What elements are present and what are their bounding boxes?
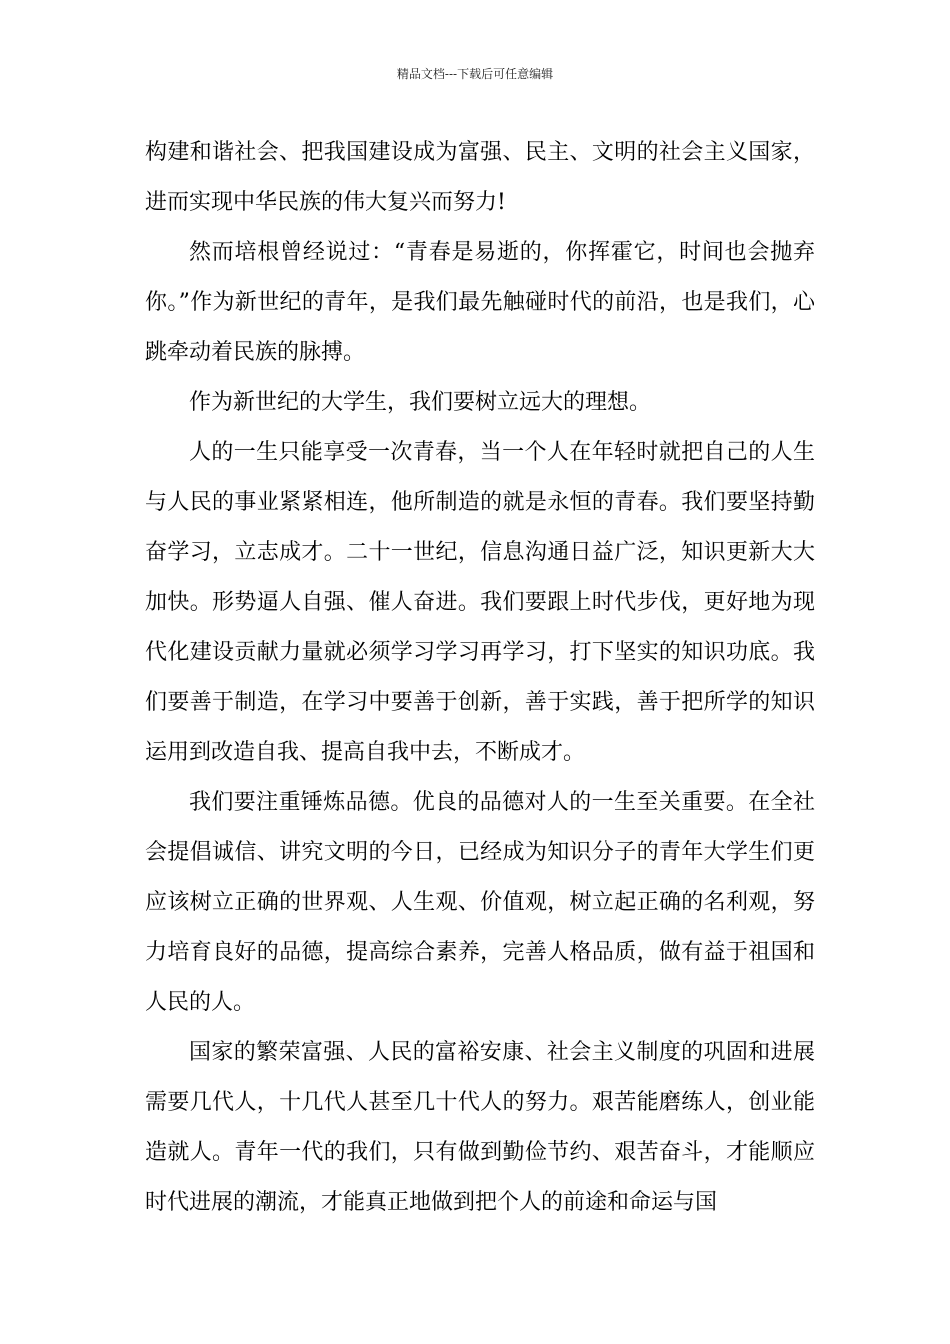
paragraph-3 bbox=[145, 378, 815, 428]
paragraph-4 bbox=[145, 428, 815, 778]
text-line: 构建和谐社会、把我国建设成为富强、民主、文明的社会主义国家， bbox=[145, 140, 815, 165]
text-line: 能顺应时代进展的潮流，才能真正地做到把个人的前途和命运与国 bbox=[145, 1140, 815, 1215]
paragraph-6 bbox=[145, 1028, 815, 1228]
paragraph-1 bbox=[145, 128, 815, 228]
text-line: 新大大加快。形势逼人自强、催人奋进。我们要跟上时代步伐，更 bbox=[145, 540, 815, 615]
text-line: 生与人民的事业紧紧相连，他所制造的就是永恒的青春。我们要坚 bbox=[145, 440, 815, 515]
paragraph-2 bbox=[145, 228, 815, 378]
text-line: 持勤奋学习，立志成才。二十一世纪，信息沟通日益广泛，知识更 bbox=[145, 490, 815, 565]
text-line: 人的一生只能享受一次青春，当一个人在年轻时就把自己的人 bbox=[189, 440, 793, 465]
text-line: 把所学的知识运用到改造自我、提高自我中去，不断成才。 bbox=[145, 690, 815, 765]
text-line: 展需要几代人，十几代人甚至几十代人的努力。艰苦能磨练人，创 bbox=[145, 1040, 815, 1115]
text-line: 们更应该树立正确的世界观、人生观、价值观，树立起正确的名利 bbox=[145, 840, 815, 915]
document-body bbox=[145, 128, 815, 1228]
text-line: 国家的繁荣富强、人民的富裕安康、社会主义制度的巩固和进 bbox=[189, 1040, 793, 1065]
text-line: 社会提倡诚信、讲究文明的今日，已经成为知识分子的青年大学生 bbox=[145, 790, 815, 865]
text-line: 于祖国和人民的人。 bbox=[145, 940, 815, 1015]
text-line: 作为新世纪的大学生，我们要树立远大的理想。 bbox=[189, 390, 652, 415]
text-line: 好地为现代化建设贡献力量就必须学习学习再学习，打下坚实的知 bbox=[145, 590, 815, 665]
text-line: 我们要注重锤炼品德。优良的品德对人的一生至关重要。在全 bbox=[189, 790, 793, 815]
text-line: 弃你。”作为新世纪的青年，是我们最先触碰时代的前沿，也是我 bbox=[145, 240, 815, 315]
text-line: 识功底。我们要善于制造，在学习中要善于创新，善于实践，善于 bbox=[145, 640, 815, 715]
text-line: 然而培根曾经说过：“青春是易逝的，你挥霍它，时间也会抛 bbox=[189, 240, 793, 265]
page-header: 精品文档---下载后可任意编辑 bbox=[396, 67, 554, 81]
paragraph-5 bbox=[145, 778, 815, 1028]
text-line: 观，努力培育良好的品德，提高综合素养，完善人格品质，做有益 bbox=[145, 890, 815, 965]
text-line: 业能造就人。青年一代的我们，只有做到勤俭节约、艰苦奋斗，才 bbox=[145, 1090, 815, 1165]
text-line: 们，心跳牵动着民族的脉搏。 bbox=[145, 290, 815, 365]
text-line: 进而实现中华民族的伟大复兴而努力! bbox=[145, 190, 506, 215]
